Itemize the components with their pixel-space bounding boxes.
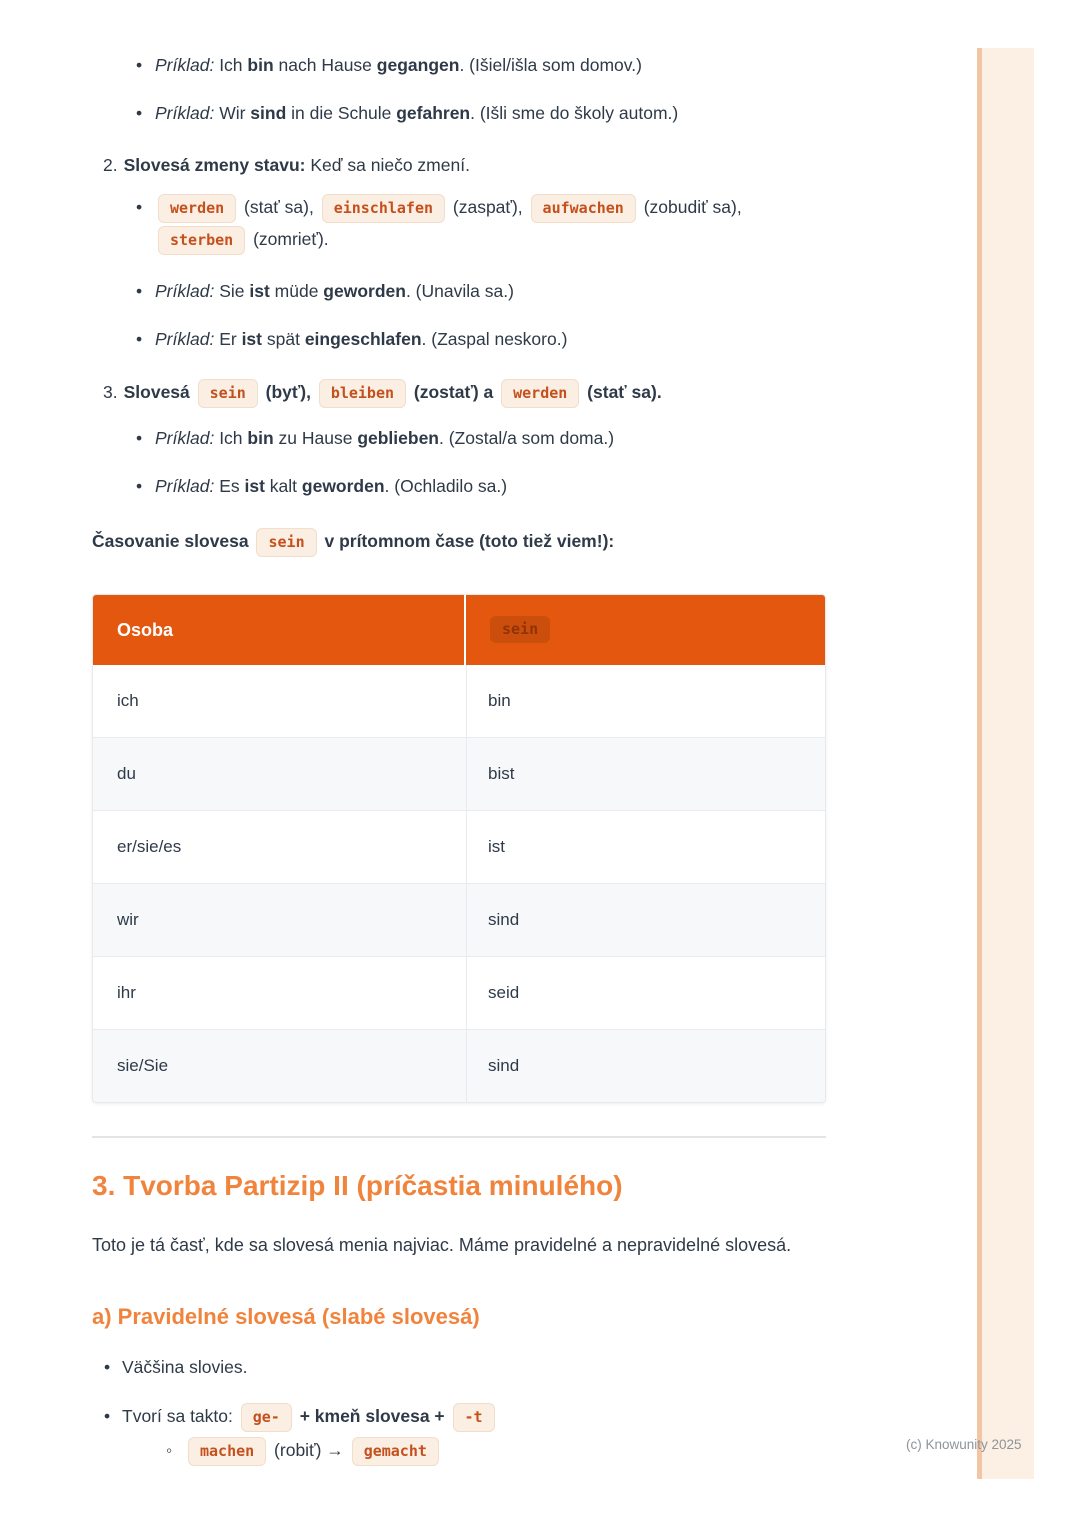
- example-bold: eingeschlafen: [304, 328, 422, 349]
- section-paragraph: Toto je tá časť, kde sa slovesá menia najviac. Máme pravidelné a nepravidelné slovesá.: [92, 1234, 792, 1255]
- table-cell-person: [93, 1030, 467, 1102]
- verbs-text: (zaspať),: [448, 197, 528, 217]
- sub-example-list: [122, 1435, 826, 1467]
- table-header-person: [93, 595, 466, 665]
- item-bold: (zostať) a: [409, 381, 499, 402]
- table-cell-form: [467, 884, 825, 956]
- example-bold: ist: [241, 328, 262, 349]
- example-bold: geworden: [301, 475, 385, 496]
- sub-example-text: (robiť) →: [269, 1439, 349, 1460]
- example-text: Wir: [214, 103, 251, 123]
- example-label: Príklad:: [155, 55, 215, 75]
- example-text: . (Ochladilo sa.): [384, 475, 508, 496]
- example-item: [92, 278, 826, 304]
- example-text: . (Unavila sa.): [405, 280, 514, 301]
- cell-text: wir: [117, 909, 139, 929]
- example-text: . (Zostal/a som doma.): [439, 427, 615, 448]
- example-label: Príklad:: [155, 475, 215, 496]
- table-cell-form: [467, 1030, 825, 1102]
- example-bold: bin: [247, 427, 274, 448]
- item-bold: (byť),: [260, 381, 316, 402]
- example-item: [92, 100, 826, 126]
- example-bold: sind: [250, 103, 287, 123]
- copyright-watermark: (c) Knowunity 2025: [906, 1437, 1022, 1452]
- conjugation-intro-text: Časovanie slovesa: [92, 530, 254, 551]
- cell-text: sind: [488, 1055, 520, 1075]
- table-header-row: [93, 595, 825, 665]
- table-row: [93, 956, 825, 1029]
- verbs-text: (stať sa),: [239, 197, 319, 217]
- item-text: Keď sa niečo zmení.: [305, 155, 470, 175]
- example-text: Er: [214, 328, 242, 349]
- example-label: Príklad:: [155, 103, 215, 123]
- example-text: Sie: [214, 280, 250, 301]
- example-bold: gegangen: [376, 55, 460, 75]
- cell-text: bist: [488, 763, 515, 783]
- example-text: Es: [214, 475, 245, 496]
- code-chip: aufwachen: [531, 194, 636, 223]
- code-chip: werden: [501, 379, 579, 408]
- code-chip: bleiben: [319, 379, 406, 408]
- table-cell-person: [93, 884, 467, 956]
- example-bold: geworden: [323, 280, 406, 301]
- table-row: [93, 665, 825, 737]
- cell-text: bin: [488, 690, 511, 710]
- example-item: [92, 425, 826, 451]
- table-cell-person: [93, 957, 467, 1029]
- verbs-text: (zomrieť).: [248, 228, 329, 249]
- example-label: Príklad:: [155, 328, 215, 349]
- example-item: [92, 473, 826, 499]
- code-chip: ge-: [241, 1403, 292, 1432]
- table-row: [93, 737, 825, 810]
- example-item: [92, 326, 826, 352]
- formula-text: Tvorí sa takto:: [122, 1405, 238, 1426]
- table-header-label: Osoba: [117, 619, 174, 640]
- item3-example-list: [92, 425, 826, 499]
- example-label: Príklad:: [155, 280, 215, 301]
- example-bold: bin: [247, 55, 274, 75]
- example-text: . (Išiel/išla som domov.): [459, 55, 642, 75]
- example-text: müde: [269, 280, 324, 301]
- code-chip: -t: [453, 1403, 495, 1432]
- cell-text: ich: [117, 690, 139, 710]
- example-text: Ich: [214, 55, 248, 75]
- cell-text: sind: [488, 909, 520, 929]
- verbs-text: (zobudiť sa),: [638, 197, 742, 217]
- example-text: nach Hause: [273, 55, 377, 75]
- cell-text: sie/Sie: [117, 1055, 169, 1075]
- subsection-list: [92, 1354, 826, 1467]
- cell-text: du: [117, 763, 136, 783]
- code-chip: machen: [188, 1437, 266, 1466]
- table-row: [93, 810, 825, 883]
- verbs-list: [92, 192, 826, 352]
- code-chip: gemacht: [352, 1437, 439, 1466]
- code-chip: sterben: [158, 226, 245, 255]
- table-header-verb: [466, 595, 825, 665]
- intro-example-list: [92, 52, 826, 126]
- example-bold: geblieben: [357, 427, 439, 448]
- cell-text: ihr: [117, 982, 136, 1002]
- table-cell-form: [467, 738, 825, 810]
- cell-text: er/sie/es: [117, 836, 182, 856]
- numbered-item-3: [103, 378, 826, 409]
- example-text: kalt: [264, 475, 302, 496]
- code-chip: sein: [198, 379, 258, 408]
- example-bold: ist: [244, 475, 265, 496]
- item-title: Slovesá: [123, 381, 195, 402]
- document-content: [92, 0, 826, 1473]
- formula-bold: + kmeň slovesa +: [294, 1405, 450, 1426]
- list-item: • Väčšina slovies.: [92, 1354, 826, 1380]
- table-header-verb-chip: sein: [490, 616, 550, 643]
- sub-example-item: [122, 1435, 826, 1467]
- table-row: [93, 883, 825, 956]
- example-text: zu Hause: [273, 427, 358, 448]
- conjugation-intro: [92, 527, 826, 558]
- table-cell-form: [467, 957, 825, 1029]
- example-item: [92, 52, 826, 78]
- example-text: . (Zaspal neskoro.): [421, 328, 568, 349]
- code-chip: sein: [256, 528, 316, 557]
- example-label: Príklad:: [155, 427, 215, 448]
- table-cell-person: [93, 811, 467, 883]
- table-row: [93, 1029, 825, 1102]
- formula-item: [92, 1401, 826, 1467]
- item-title: Slovesá zmeny stavu:: [123, 155, 306, 175]
- item-number: 2.: [103, 155, 118, 175]
- table-cell-person: [93, 738, 467, 810]
- section-divider: [92, 1136, 826, 1138]
- example-text: Ich: [214, 427, 248, 448]
- conjugation-intro-text: v prítomnom čase (toto tiež viem!):: [319, 530, 615, 551]
- verbs-item: [92, 192, 826, 256]
- subsection-heading: a) Pravidelné slovesá (slabé slovesá): [92, 1303, 480, 1329]
- table-cell-form: [467, 665, 825, 737]
- table-cell-person: [93, 665, 467, 737]
- example-text: spät: [262, 328, 305, 349]
- item-number: 3.: [103, 381, 118, 402]
- example-bold: gefahren: [396, 103, 471, 123]
- example-text: . (Išli sme do školy autom.): [470, 103, 679, 123]
- table-cell-form: [467, 811, 825, 883]
- conjugation-table: [92, 594, 826, 1103]
- cell-text: seid: [488, 982, 520, 1002]
- numbered-item-2: [103, 152, 826, 178]
- example-bold: ist: [249, 280, 270, 301]
- example-text: in die Schule: [286, 103, 397, 123]
- code-chip: einschlafen: [322, 194, 445, 223]
- section-heading: 3. Tvorba Partizip II (príčastia minulého): [92, 1169, 623, 1201]
- item-bold: (stať sa).: [582, 381, 662, 402]
- code-chip: werden: [158, 194, 236, 223]
- cell-text: ist: [488, 836, 505, 856]
- right-margin-stripe: [977, 48, 1034, 1479]
